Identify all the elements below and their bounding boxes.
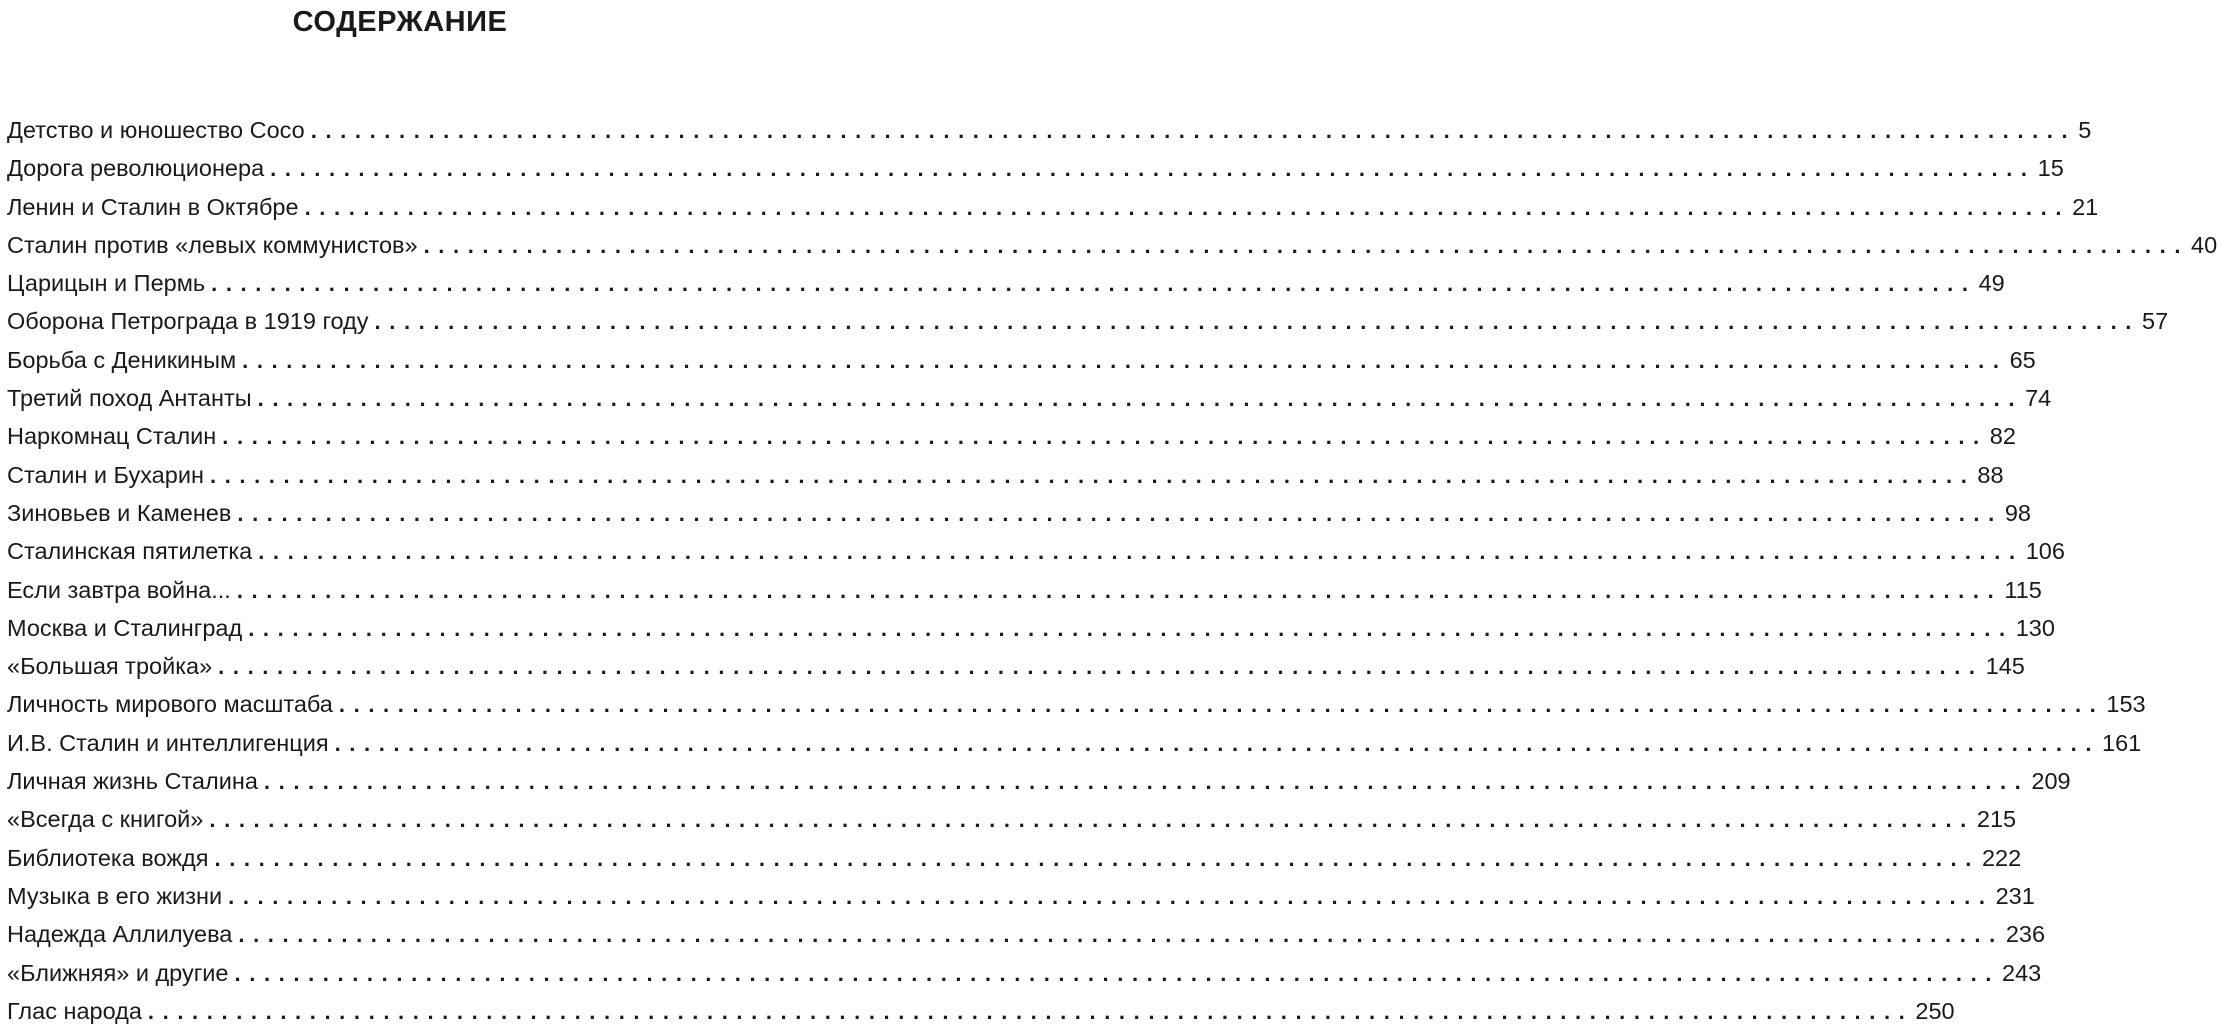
toc-entry-page-number: 82	[1989, 423, 2016, 450]
toc-entry-page-number: 57	[2142, 308, 2169, 335]
toc-entry-page-number: 106	[2025, 538, 2065, 565]
toc-entry-title: Если завтра война...	[7, 576, 231, 603]
toc-entry-title: Личность мирового масштаба	[7, 691, 333, 718]
toc-entry-title: Дорога революционера	[7, 155, 265, 182]
dot-leader: ........................................................................................................................	[423, 232, 2190, 258]
toc-entry-page-number: 49	[1978, 270, 2005, 297]
toc-entry-page-number: 21	[2072, 193, 2099, 220]
toc-entry	[7, 264, 2005, 302]
toc-entry	[7, 341, 2036, 379]
dot-leader: ........................................................................................................................	[222, 424, 1988, 450]
toc-entry	[7, 609, 2055, 647]
toc-entry	[7, 647, 2025, 685]
dot-leader: ........................................................................................................................	[257, 386, 2024, 412]
toc-entry-title: И.В. Сталин и интеллигенция	[7, 729, 329, 756]
dot-leader: ........................................................................................................................	[237, 500, 2003, 526]
dot-leader: ........................................................................................................................	[374, 309, 2141, 335]
toc-entry-title: Сталин против «левых коммунистов»	[7, 231, 418, 258]
toc-entry-title: Глас народа	[7, 997, 142, 1024]
toc-entry-title: Третий поход Антанты	[7, 385, 252, 412]
toc-entry	[7, 724, 2142, 762]
toc-entry-page-number: 236	[2005, 921, 2046, 948]
toc-entry-title: Наркомнац Сталин	[7, 423, 217, 450]
toc-entry	[7, 685, 2146, 723]
toc-entry	[7, 379, 2052, 417]
toc-entry-title: Оборона Петрограда в 1919 году	[7, 308, 369, 335]
toc-entry	[7, 302, 2169, 340]
dot-leader: ........................................................................................................................	[334, 730, 2101, 756]
toc-entry-title: Личная жизнь Сталина	[7, 768, 258, 795]
toc-entry-page-number: 222	[1981, 844, 2022, 871]
toc-entry-title: Музыка в его жизни	[7, 882, 223, 909]
toc-entry-page-number: 115	[2004, 576, 2042, 603]
toc-entry	[7, 877, 2035, 915]
toc-entry	[7, 111, 2092, 149]
toc-entry	[7, 188, 2099, 226]
toc-entry	[7, 494, 2031, 532]
toc-entry-page-number: 5	[2078, 117, 2092, 143]
toc-entry	[7, 226, 2217, 264]
toc-entry-title: «Всегда с книгой»	[7, 806, 204, 833]
toc-entry-page-number: 215	[1976, 806, 2017, 833]
toc-entry-page-number: 243	[2002, 959, 2042, 986]
dot-leader: ........................................................................................................................	[310, 118, 2077, 143]
dot-leader: ........................................................................................................................	[236, 577, 2003, 603]
dot-leader: ........................................................................................................................	[214, 845, 1980, 871]
toc-entry	[7, 532, 2065, 570]
toc-entry-page-number: 40	[2191, 231, 2217, 258]
toc-entry-title: Библиотека вождя	[7, 844, 209, 871]
dot-leader: ........................................................................................................................	[270, 156, 2036, 182]
toc-entry-page-number: 145	[1985, 653, 2025, 680]
page-title: СОДЕРЖАНИЕ	[292, 6, 508, 38]
dot-leader: ........................................................................................................................	[238, 922, 2004, 948]
toc-entry-title: Надежда Аллилуева	[7, 921, 233, 948]
dot-leader: ........................................................................................................................	[228, 883, 1994, 909]
dot-leader: ........................................................................................................................	[263, 769, 2030, 795]
toc-entry-page-number: 209	[2031, 768, 2071, 795]
toc-entry-page-number: 74	[2025, 385, 2052, 412]
toc-entry-page-number: 15	[2037, 155, 2064, 182]
dot-leader: ........................................................................................................................	[209, 462, 1976, 488]
dot-leader: ........................................................................................................................	[234, 960, 2000, 986]
dot-leader: ........................................................................................................................	[338, 692, 2105, 718]
toc-entry-title: Сталинская пятилетка	[7, 538, 253, 565]
toc-entry-page-number: 88	[1977, 461, 2004, 488]
toc-entry-title: «Ближняя» и другие	[7, 959, 229, 986]
toc-entry-page-number: 98	[2004, 499, 2031, 526]
toc-entry	[7, 954, 2042, 992]
toc-entry	[7, 571, 2042, 609]
toc-entry-title: Москва и Сталинград	[7, 614, 243, 641]
toc-list	[7, 111, 2217, 1030]
toc-entry	[7, 417, 2016, 455]
toc-entry-page-number: 153	[2106, 691, 2146, 718]
dot-leader: ........................................................................................................................	[248, 615, 2014, 641]
toc-entry-title: Зиновьев и Каменев	[7, 499, 232, 526]
dot-leader: ........................................................................................................................	[211, 271, 1977, 297]
dot-leader: ........................................................................................................................	[147, 998, 1914, 1024]
toc-entry-page-number: 130	[2015, 614, 2055, 641]
toc-entry	[7, 992, 1955, 1030]
dot-leader: ........................................................................................................................	[242, 347, 2008, 373]
toc-entry	[7, 149, 2064, 187]
dot-leader: ........................................................................................................................	[209, 807, 1975, 833]
dot-leader: ........................................................................................................................	[218, 654, 1984, 680]
toc-entry-page-number: 161	[2102, 729, 2142, 756]
toc-entry-page-number: 231	[1995, 882, 2035, 909]
toc-entry	[7, 839, 2022, 877]
toc-entry-title: «Большая тройка»	[7, 653, 213, 680]
toc-entry-title: Царицын и Пермь	[7, 270, 206, 297]
toc-entry	[7, 456, 2004, 494]
toc-entry-title: Детство и юношество Сосо	[7, 117, 305, 143]
toc-entry-title: Сталин и Бухарин	[7, 461, 204, 488]
dot-leader: ........................................................................................................................	[258, 539, 2024, 565]
toc-entry-title: Ленин и Сталин в Октябре	[7, 193, 299, 220]
toc-entry-title: Борьба с Деникиным	[7, 346, 237, 373]
toc-entry-page-number: 65	[2009, 346, 2036, 373]
toc-entry	[7, 762, 2071, 800]
dot-leader: ........................................................................................................................	[304, 194, 2071, 220]
toc-entry	[7, 800, 2017, 838]
toc-entry-page-number: 250	[1915, 997, 1955, 1024]
toc-entry	[7, 915, 2046, 953]
